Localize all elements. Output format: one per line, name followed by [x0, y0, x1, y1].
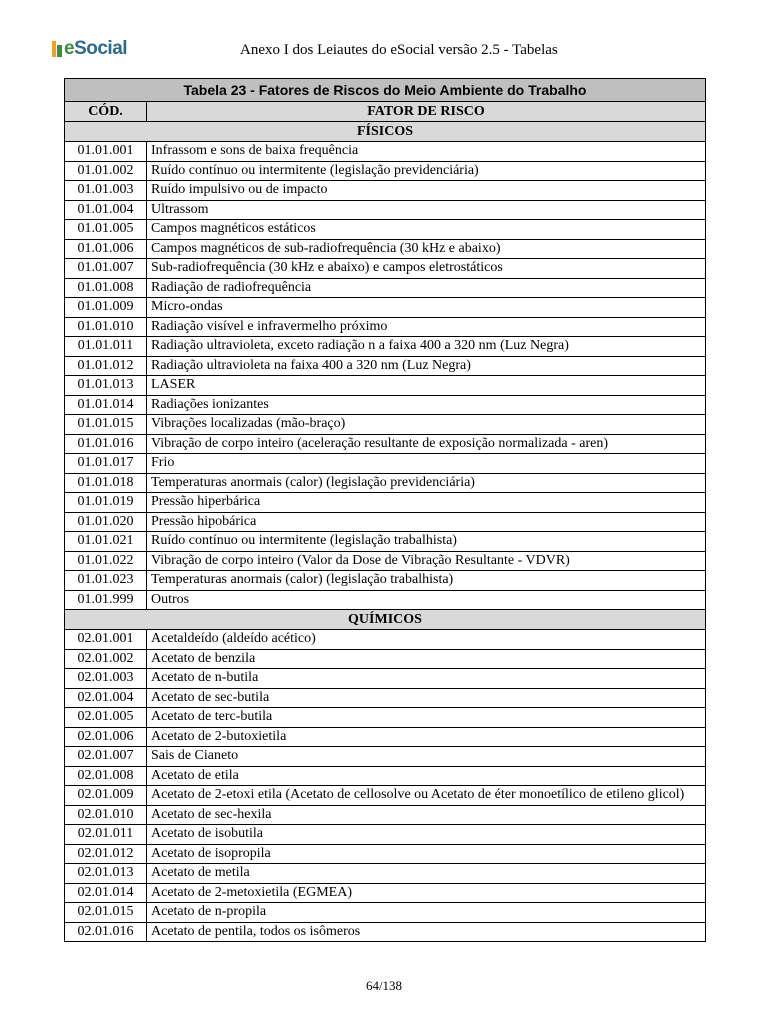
- column-header-code: CÓD.: [65, 102, 147, 122]
- risk-code-cell: 02.01.001: [65, 630, 147, 650]
- risk-code-cell: 01.01.002: [65, 161, 147, 181]
- risk-factor-cell: Ruído contínuo ou intermitente (legislação trabalhista): [147, 532, 706, 552]
- risk-code-cell: 01.01.007: [65, 259, 147, 279]
- table-row: [65, 434, 706, 454]
- table-row: [65, 688, 706, 708]
- table-row: [65, 727, 706, 747]
- table-row: [65, 337, 706, 357]
- table-row: [65, 239, 706, 259]
- risk-factor-cell: Temperaturas anormais (calor) (legislação previdenciária): [147, 473, 706, 493]
- section-row: [65, 610, 706, 630]
- risk-code-cell: 02.01.003: [65, 669, 147, 689]
- section-title: FÍSICOS: [65, 122, 706, 142]
- table-row: [65, 493, 706, 513]
- risk-factor-cell: Ruído contínuo ou intermitente (legislação previdenciária): [147, 161, 706, 181]
- table-row: [65, 142, 706, 162]
- risk-code-cell: 02.01.005: [65, 708, 147, 728]
- table-row: [65, 473, 706, 493]
- risk-code-cell: 02.01.012: [65, 844, 147, 864]
- table-caption: Tabela 23 - Fatores de Riscos do Meio Ambiente do Trabalho: [65, 79, 706, 102]
- table-row: [65, 708, 706, 728]
- table-row: [65, 200, 706, 220]
- table-body: [65, 122, 706, 942]
- risk-code-cell: 01.01.005: [65, 220, 147, 240]
- risk-factor-cell: Acetato de etila: [147, 766, 706, 786]
- risk-factor-cell: LASER: [147, 376, 706, 396]
- risk-factor-cell: Radiação ultravioleta na faixa 400 a 320 nm (Luz Negra): [147, 356, 706, 376]
- risk-code-cell: 01.01.016: [65, 434, 147, 454]
- table-row: [65, 161, 706, 181]
- risk-factor-cell: Acetaldeído (aldeído acético): [147, 630, 706, 650]
- table-row: [65, 786, 706, 806]
- risk-code-cell: 02.01.007: [65, 747, 147, 767]
- table-row: [65, 825, 706, 845]
- risk-factor-cell: Pressão hiperbárica: [147, 493, 706, 513]
- risk-factor-cell: Micro-ondas: [147, 298, 706, 318]
- risk-code-cell: 01.01.018: [65, 473, 147, 493]
- risk-factor-cell: Ultrassom: [147, 200, 706, 220]
- table-row: [65, 844, 706, 864]
- table-row: [65, 532, 706, 552]
- risk-code-cell: 02.01.014: [65, 883, 147, 903]
- risk-code-cell: 02.01.002: [65, 649, 147, 669]
- risk-code-cell: 02.01.006: [65, 727, 147, 747]
- table-row: [65, 298, 706, 318]
- table-row: [65, 454, 706, 474]
- risk-factor-cell: Outros: [147, 590, 706, 610]
- table-row: [65, 805, 706, 825]
- risk-factor-cell: Frio: [147, 454, 706, 474]
- risk-factor-cell: Acetato de 2-etoxi etila (Acetato de cellosolve ou Acetato de éter monoetílico de etileno glicol): [147, 786, 706, 806]
- risk-code-cell: 01.01.015: [65, 415, 147, 435]
- risk-code-cell: 01.01.006: [65, 239, 147, 259]
- document-header-title: Anexo I dos Leiautes do eSocial versão 2.5 - Tabelas: [240, 42, 558, 58]
- risk-code-cell: 01.01.011: [65, 337, 147, 357]
- page-number: 64/138: [365, 978, 403, 993]
- risk-code-cell: 01.01.012: [65, 356, 147, 376]
- section-title: QUÍMICOS: [65, 610, 706, 630]
- table-row: [65, 278, 706, 298]
- risk-code-cell: 01.01.013: [65, 376, 147, 396]
- table-row: [65, 903, 706, 923]
- risk-factor-cell: Vibrações localizadas (mão-braço): [147, 415, 706, 435]
- risk-factor-cell: Acetato de n-butila: [147, 669, 706, 689]
- table-row: [65, 649, 706, 669]
- risk-factor-cell: Acetato de sec-hexila: [147, 805, 706, 825]
- table-row: [65, 356, 706, 376]
- risk-code-cell: 01.01.008: [65, 278, 147, 298]
- risk-code-cell: 01.01.009: [65, 298, 147, 318]
- table-row: [65, 747, 706, 767]
- risk-code-cell: 02.01.013: [65, 864, 147, 884]
- risk-factor-cell: Temperaturas anormais (calor) (legislação trabalhista): [147, 571, 706, 591]
- risk-code-cell: 01.01.020: [65, 512, 147, 532]
- risk-factor-cell: Acetato de pentila, todos os isômeros: [147, 922, 706, 942]
- table-row: [65, 317, 706, 337]
- risk-factor-cell: Infrassom e sons de baixa frequência: [147, 142, 706, 162]
- risk-code-cell: 02.01.009: [65, 786, 147, 806]
- risk-factor-cell: Sub-radiofrequência (30 kHz e abaixo) e campos eletrostáticos: [147, 259, 706, 279]
- risk-factor-cell: Acetato de sec-butila: [147, 688, 706, 708]
- risk-code-cell: 01.01.003: [65, 181, 147, 201]
- risk-factor-cell: Acetato de metila: [147, 864, 706, 884]
- esocial-logo: [52, 38, 127, 60]
- esocial-logo-icon: [52, 41, 63, 57]
- risk-factor-cell: Radiação visível e infravermelho próximo: [147, 317, 706, 337]
- table-row: [65, 415, 706, 435]
- risk-factor-cell: Acetato de terc-butila: [147, 708, 706, 728]
- risk-code-cell: 02.01.016: [65, 922, 147, 942]
- table-row: [65, 630, 706, 650]
- risk-factor-cell: Campos magnéticos estáticos: [147, 220, 706, 240]
- section-row: [65, 122, 706, 142]
- risk-code-cell: 01.01.019: [65, 493, 147, 513]
- risk-code-cell: 01.01.001: [65, 142, 147, 162]
- risk-code-cell: 01.01.004: [65, 200, 147, 220]
- risk-code-cell: 01.01.010: [65, 317, 147, 337]
- table-row: [65, 551, 706, 571]
- risk-factor-cell: Acetato de isobutila: [147, 825, 706, 845]
- table-row: [65, 590, 706, 610]
- table-row: [65, 220, 706, 240]
- table-row: [65, 883, 706, 903]
- risk-code-cell: 01.01.022: [65, 551, 147, 571]
- risk-factor-cell: Vibração de corpo inteiro (Valor da Dose de Vibração Resultante - VDVR): [147, 551, 706, 571]
- risk-code-cell: 01.01.014: [65, 395, 147, 415]
- risk-factor-cell: Radiação de radiofrequência: [147, 278, 706, 298]
- esocial-logo-text: eSocial: [64, 38, 128, 59]
- risk-factor-cell: Acetato de 2-butoxietila: [147, 727, 706, 747]
- risk-factor-cell: Acetato de benzila: [147, 649, 706, 669]
- risk-factors-table: [64, 78, 706, 942]
- table-row: [65, 922, 706, 942]
- risk-factor-cell: Acetato de n-propila: [147, 903, 706, 923]
- risk-code-cell: 01.01.021: [65, 532, 147, 552]
- risk-code-cell: 02.01.008: [65, 766, 147, 786]
- risk-factor-cell: Radiação ultravioleta, exceto radiação n a faixa 400 a 320 nm (Luz Negra): [147, 337, 706, 357]
- risk-factor-cell: Ruído impulsivo ou de impacto: [147, 181, 706, 201]
- risk-code-cell: 01.01.999: [65, 590, 147, 610]
- risk-code-cell: 02.01.011: [65, 825, 147, 845]
- risk-factor-cell: Campos magnéticos de sub-radiofrequência (30 kHz e abaixo): [147, 239, 706, 259]
- table-row: [65, 864, 706, 884]
- risk-code-cell: 02.01.015: [65, 903, 147, 923]
- risk-factor-cell: Sais de Cianeto: [147, 747, 706, 767]
- table-row: [65, 766, 706, 786]
- risk-code-cell: 01.01.023: [65, 571, 147, 591]
- risk-code-cell: 01.01.017: [65, 454, 147, 474]
- risk-factor-cell: Acetato de isopropila: [147, 844, 706, 864]
- table-row: [65, 181, 706, 201]
- risk-factor-cell: Vibração de corpo inteiro (aceleração resultante de exposição normalizada - aren): [147, 434, 706, 454]
- risk-factor-cell: Acetato de 2-metoxietila (EGMEA): [147, 883, 706, 903]
- table-row: [65, 395, 706, 415]
- risk-code-cell: 02.01.010: [65, 805, 147, 825]
- table-row: [65, 669, 706, 689]
- risk-code-cell: 02.01.004: [65, 688, 147, 708]
- table-row: [65, 376, 706, 396]
- risk-factor-cell: Radiações ionizantes: [147, 395, 706, 415]
- table-row: [65, 512, 706, 532]
- table-row: [65, 259, 706, 279]
- column-header-factor: FATOR DE RISCO: [147, 102, 706, 122]
- table-row: [65, 571, 706, 591]
- risk-factor-cell: Pressão hipobárica: [147, 512, 706, 532]
